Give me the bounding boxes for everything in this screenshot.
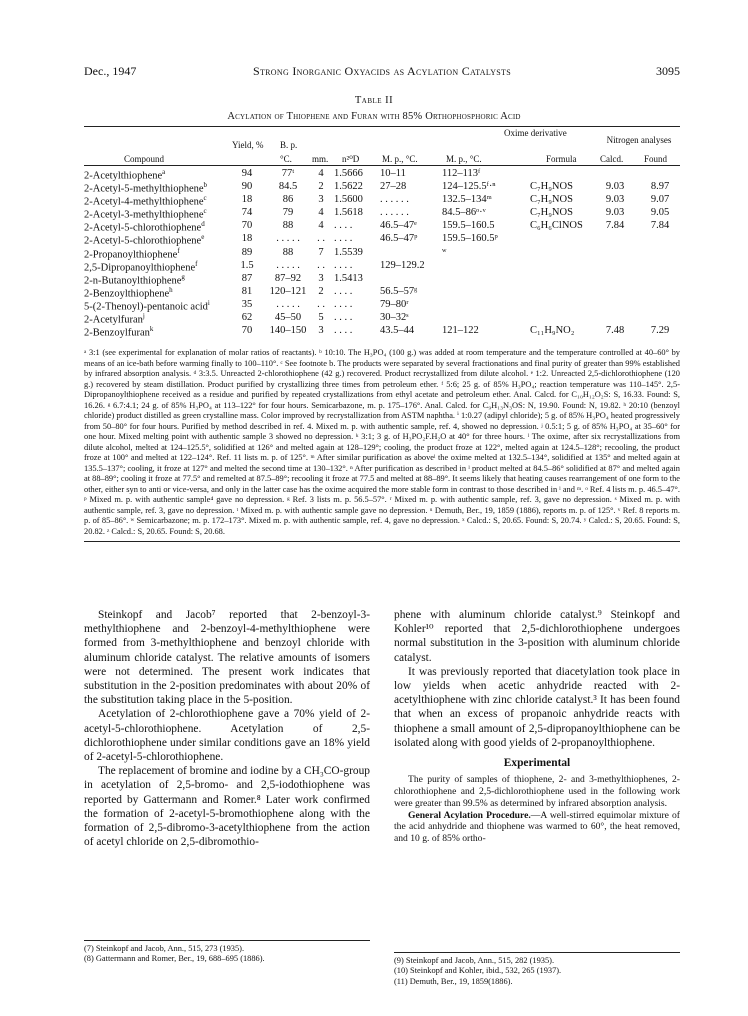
header-formula: Formula xyxy=(546,154,577,164)
cell-mm: 2 xyxy=(318,181,324,193)
footnote-marker: j xyxy=(142,312,145,321)
cell-bp: 88 xyxy=(282,246,294,258)
reference-item: (11) Demuth, Ber., 19, 1859(1886). xyxy=(394,976,513,986)
cell-mp: 27–28 xyxy=(380,181,407,193)
compound-name: 2-Benzoylthiophene xyxy=(84,288,170,300)
table-caption: Acylation of Thiophene and Furan with 85% Orthophosphoric Acid xyxy=(227,111,521,122)
cell-yield: 18 xyxy=(241,233,253,245)
cell-formula: C₁₁H₉NO₂ xyxy=(530,325,575,337)
cell-mm: 4 xyxy=(318,220,324,232)
cell-nd: 1.5666 xyxy=(334,168,363,179)
cell-nd: 1.5539 xyxy=(334,246,363,258)
table-row xyxy=(84,233,680,246)
cell-nd: . . . . xyxy=(334,312,353,324)
table-row xyxy=(84,299,680,312)
cell-compound xyxy=(84,220,205,234)
cell-bp: 87–92 xyxy=(274,272,302,284)
cell-mm: 7 xyxy=(318,246,324,258)
cell-compound xyxy=(84,233,204,247)
compound-name: 2-Acetylfuran xyxy=(84,314,143,326)
cell-yield: 74 xyxy=(241,207,253,219)
cell-mm: 5 xyxy=(318,312,324,324)
cell-nd: 1.5618 xyxy=(334,207,363,219)
cell-bp: 140–150 xyxy=(269,325,307,337)
cell-mp: . . . . . . xyxy=(380,207,409,219)
cell-nd: . . . . xyxy=(334,298,353,310)
cell-bp: 88 xyxy=(282,220,294,232)
paragraph: phene with aluminum chloride catalyst.⁹ Steinkopf and Kohler¹⁰ reported that 2,5-dichlorothiophene undergoes normal substitution in the 3-position with aluminum chloride catalyst. xyxy=(394,609,680,664)
cell-oxime-mp: ʷ xyxy=(442,246,447,258)
cell-compound xyxy=(84,299,210,313)
compound-name: 2,5-Dipropanoylthiophene xyxy=(84,262,196,274)
cell-yield: 70 xyxy=(241,220,253,232)
footnote-marker: f xyxy=(195,259,198,268)
table-label: Table II xyxy=(354,95,394,106)
cell-compound xyxy=(84,312,145,326)
cell-calcd: 9.03 xyxy=(605,207,625,219)
compound-name: 2-Acetylthiophene xyxy=(84,170,163,182)
cell-nd: 1.5600 xyxy=(334,194,363,206)
header-oxime-mp: M. p., °C. xyxy=(446,154,482,164)
footnote-marker: a xyxy=(162,168,166,176)
references-right xyxy=(394,952,680,987)
reference-item: (7) Steinkopf and Jacob, Ann., 515, 273 (1935). xyxy=(84,944,245,953)
header-title: Strong Inorganic Oxyacids as Acylation Catalysts xyxy=(253,64,511,78)
body-column-right xyxy=(394,608,680,845)
cell-nd: . . . . xyxy=(334,325,353,337)
paragraph-procedure xyxy=(394,810,680,845)
cell-nd: 1.5413 xyxy=(334,272,363,284)
cell-bp: 79 xyxy=(282,207,294,219)
cell-nd: . . . . xyxy=(334,233,353,245)
cell-compound xyxy=(84,325,153,339)
header-mm: mm. xyxy=(312,154,329,164)
header-yield: Yield, % xyxy=(232,140,264,150)
table-row xyxy=(84,181,680,194)
cell-bp: . . . . . xyxy=(276,259,300,271)
paragraph: The purity of samples of thiophene, 2- and 3-methylthiophenes, 2-chlorothiophene and 2,5-dichlorothiophene used in the following work were greater than 99.5% as determined by infrared absorption analysis. xyxy=(394,774,680,809)
data-table xyxy=(84,126,680,338)
footnote-marker: e xyxy=(201,233,205,242)
cell-yield: 70 xyxy=(241,325,253,337)
cell-mp: 43.5–44 xyxy=(380,325,415,337)
compound-name: 2-n-Butanoylthiophene xyxy=(84,275,182,287)
cell-oxime-mp: 112–113ᶠ xyxy=(442,168,481,179)
compound-name: 2-Acetyl-5-chlorothiophene xyxy=(84,235,202,247)
body-column-left xyxy=(84,608,370,849)
table-header xyxy=(84,127,680,166)
cell-bp: 120–121 xyxy=(269,285,307,297)
reference-item: (10) Steinkopf and Kohler, ibid., 532, 265 (1937). xyxy=(394,966,562,976)
compound-name: 2-Acetyl-5-chlorothiophene xyxy=(84,222,202,234)
table-body xyxy=(84,166,680,338)
cell-mp: 30–32ˢ xyxy=(380,312,409,324)
cell-compound xyxy=(84,260,197,274)
cell-oxime-mp: 124–125.5ᶠ·ⁿ xyxy=(442,181,496,193)
cell-found: 8.97 xyxy=(650,181,670,193)
cell-bp: . . . . . xyxy=(276,233,300,245)
cell-bp: 84.5 xyxy=(278,181,298,193)
cell-mm: 2 xyxy=(318,285,324,297)
footnote-marker: k xyxy=(149,325,154,334)
cell-mm: 4 xyxy=(318,168,324,179)
cell-compound xyxy=(84,207,207,221)
table-row xyxy=(84,247,680,260)
compound-name: 5-(2-Thenoyl)-pentanoic acid xyxy=(84,301,208,313)
footnote-marker: b xyxy=(203,181,208,190)
cell-yield: 62 xyxy=(241,312,253,324)
cell-nd: . . . . xyxy=(334,220,353,232)
cell-calcd: 7.84 xyxy=(605,220,625,232)
references-left xyxy=(84,940,370,965)
cell-found: 7.29 xyxy=(650,325,670,337)
footnote-marker: g xyxy=(181,272,185,281)
cell-mm: 3 xyxy=(318,325,324,337)
cell-nd: . . . . xyxy=(334,285,353,297)
cell-yield: 94 xyxy=(241,168,253,179)
compound-name: 2-Acetyl-5-methylthiophene xyxy=(84,183,204,195)
table-row xyxy=(84,273,680,286)
cell-oxime-mp: 84.5–86ᵒ·ᵛ xyxy=(442,207,486,219)
table-row xyxy=(84,286,680,299)
cell-mm: . . xyxy=(317,298,325,310)
header-calcd: Calcd. xyxy=(600,154,624,164)
header-page-number: 3095 xyxy=(656,64,680,78)
footnote-marker: c xyxy=(203,194,207,203)
procedure-lead: General Acylation Procedure. xyxy=(408,809,531,821)
cell-mp: . . . . . . xyxy=(380,194,409,206)
cell-oxime-mp: 132.5–134ᵐ xyxy=(442,194,492,206)
table-row xyxy=(84,312,680,325)
cell-yield: 89 xyxy=(241,246,253,258)
cell-formula: C₇H₉NOS xyxy=(530,194,573,206)
cell-yield: 35 xyxy=(241,298,253,310)
compound-name: 2-Acetyl-4-methylthiophene xyxy=(84,196,204,208)
footnote-marker: h xyxy=(169,285,173,294)
cell-mp: 56.5–57ᵍ xyxy=(380,285,418,297)
table-row xyxy=(84,260,680,273)
cell-oxime-mp: 121–122 xyxy=(442,325,479,337)
reference-item: (8) Gattermann and Romer, Ber., 19, 688–695 (1886). xyxy=(84,954,265,964)
table-row xyxy=(84,220,680,233)
running-header xyxy=(84,64,680,80)
cell-calcd: 7.48 xyxy=(605,325,625,337)
cell-formula: C₇H₉NOS xyxy=(530,181,573,193)
cell-yield: 90 xyxy=(241,181,253,193)
cell-mm: 4 xyxy=(318,207,324,219)
compound-name: 2-Acetyl-3-methylthiophene xyxy=(84,209,204,221)
section-heading-experimental: Experimental xyxy=(503,757,571,770)
table-row xyxy=(84,194,680,207)
table-row xyxy=(84,207,680,220)
cell-oxime-mp: 159.5–160.5ᵖ xyxy=(442,233,498,245)
cell-mp: 10–11 xyxy=(380,168,406,179)
cell-nd: 1.5622 xyxy=(334,181,363,193)
header-bp-unit: °C. xyxy=(280,154,292,164)
cell-compound xyxy=(84,194,207,208)
cell-calcd: 9.03 xyxy=(605,194,625,206)
footnote-marker: c xyxy=(203,207,207,216)
paragraph: It was previously reported that diacetylation took place in low yields when acetic anhydride reacted with 2-acetylthiophene with zinc chloride catalyst.³ It has been found that when an excess of propanoic anhydride reacts with thiophene a small amount of 2,5-dipropanoylthiophene can be isolated along with good yields of 2-propanoylthiophene. xyxy=(394,665,680,749)
paragraph: Steinkopf and Jacob⁷ reported that 2-benzoyl-3-methylthiophene and 2-benzoyl-4-methylthiophene were formed from 3-methylthiophene and benzoyl chloride with aluminum chloride catalyst. The relative amounts of isomers were not determined. The present work indicates that substitution in the 2-position predominates with about 20% of the substitution taking place in the 5-position. xyxy=(84,609,370,707)
footnote-marker: i xyxy=(207,298,210,307)
cell-compound xyxy=(84,273,185,287)
footnote-marker: d xyxy=(201,220,205,229)
cell-yield: 81 xyxy=(241,285,253,297)
cell-bp: . . . . . xyxy=(276,298,300,310)
footnote-marker: f xyxy=(177,246,180,255)
procedure-text: —A well-stirred equimolar mixture of the acid anhydride and thiophene was warmed to 60°, the heat removed, and 10 g. of 85% ortho- xyxy=(394,809,680,845)
paragraph: The replacement of bromine and iodine by a CH₃CO-group in acetylation of 2,5-bromo- and 2,5-iodothiophene was reported by Gattermann and Romer.⁸ Later work confirmed the formation of 2-acetyl-5-bromothiophene along with the formation of 2,5-dibromo-3-acetylthiophene from the action of acetyl chloride on 2,5-dibromothio- xyxy=(84,765,370,849)
compound-name: 2-Propanoylthiophene xyxy=(84,249,178,261)
cell-mp: 46.5–47ᵉ xyxy=(380,220,417,232)
compound-name: 2-Benzoylfuran xyxy=(84,327,150,339)
cell-yield: 18 xyxy=(241,194,253,206)
cell-found: 9.07 xyxy=(650,194,670,206)
reference-item: (9) Steinkopf and Jacob, Ann., 515, 282 (1935). xyxy=(394,956,555,965)
cell-formula: C₇H₉NOS xyxy=(530,207,573,219)
header-oxime-group: Oxime derivative xyxy=(504,128,567,138)
cell-mm: 3 xyxy=(318,194,324,206)
footnote-text: ᵃ 3:1 (see experimental for explanation of molar ratios of reactants). ᵇ 10:10. The H₃PO₄ (100 g.) was added at room temperature and the temperature controlled at 40–60° by means of an ice-bath before warming finally to 100–110°. ᶜ See footnote b. The products were separated by several fractionations and final purity of greater than 99% established by infrared absorption analysis. ᵈ 3:3.5. Unreacted 2-chlorothiophene (42 g.) recovered. Product recrystallized from dilute alcohol. ᵉ 1:2. Unreacted 2,5-dichlorothiophene (120 g.) recovered by steam distillation. Product purified by crystallizing three times from petroleum ether. ᶠ 5:6; 25 g. of 85% H₃PO₄; reaction temperature was 110–145°. 2,5-Dipropanoylthiophene received as a residue and purified by repeated crystallizations from ethyl acetate and petroleum ether. Anal. Calcd. for C₁₀H₁₂O₂S: S, 16.33. Found: S, 16.26. ᵍ 6.7:4.1; 24 g. of 85% H₃PO₄ at 113–122° for four hours. Semicarbazone, m. p. 175–176°. Anal. Calcd. for C₉H₁₃N₃OS: N, 19.90. Found: N, 19.82. ʰ 20:10 (benzoyl chloride) product distilled as green crystalline mass. Color improved by recrystallization from ASTM naphtha. ⁱ 1:0.27 (adipyl chloride); 5 g. of 85% H₃PO₄ heated progressively from 50–80° for four hours. Purified by method described in ref. 4. Mixed m. p. with authentic sample, ref. 4, showed no depression. ʲ 0.5:1; 5 g. of 85% H₃PO₄ at 35–60° for one hour. Mixed melting point with authentic sample 3 showed no depression. ᵏ 3:1; 3 g. of H₃PO₂F.H₂O at 40° for three hours. ˡ The oxime, after six recrystallizations from dilute alcohol, melted at 124–125.5°, solidified at 126° and melted again at 128–129°; cooling, the product froze at 122°, melted again at 124.5–128°; recooling, the product froze at 100° and melted at 122–124°. Ref. 11 lists m. p. of 125°. ᵐ After similar purification as aboveˡ the oxime melted at 132.5–134°, solidified at 135° and melted again at 135.5–137°; cooling, it froze at 127° and melted the second time at 130–132°. ⁿ After purification as described in ˡ product melted at 84.5–86° solidified at 87° and melted again at 88–89°; cooling it froze at 77.5° and remelted at 87.5–89°; recooling it froze at 77.5 and melted at 88–89°. It seems likely that heating causes rearrangement of one form to the other, either syn to anti or vice-versa, and only in the latter case has the oxime acquired the more stable form in contrast to those described in ˡ and ᵐ. ᵒ Ref. 4 lists m. p. 46.5–47°. ᵖ Mixed m. p. with authentic sample⁴ gave no depression. ᵍ Ref. 3 lists m. p. 56.5–57°. ʳ Mixed m. p. with authentic sample, ref. 3, gave no depression. ˢ Mixed m. p. with authentic sample, ref. 3, gave no depression. ᵗ Mixed m. p. with authentic sample gave no depression. ᵘ Demuth, Ber., 19, 1859 (1886), reports m. p. of 125°. ᵛ Ref. 8 reports m. p. of 85–86°. ʷ Semicarbazone; m. p. 172–173°. Mixed m. p. with authentic sample, ref. 4, gave no depression. ˣ Calcd.: S, 20.65. Found: S, 20.74. ʸ Calcd.: S, 20.65. Found: S, 20.82. ᶻ Calcd.: S, 20.65. Found: S, 20.68. xyxy=(84,348,680,536)
cell-bp: 45–50 xyxy=(274,312,302,324)
cell-nd: . . . . xyxy=(334,259,353,271)
header-found: Found xyxy=(644,154,668,164)
cell-mp: 46.5–47ᵖ xyxy=(380,233,418,245)
header-nitrogen-group: Nitrogen analyses xyxy=(606,135,672,145)
cell-mp: 79–80ʳ xyxy=(380,298,409,310)
cell-mm: 3 xyxy=(318,272,324,284)
cell-compound xyxy=(84,181,207,195)
header-date: Dec., 1947 xyxy=(84,64,137,78)
cell-found: 7.84 xyxy=(650,220,670,232)
cell-calcd: 9.03 xyxy=(605,181,625,193)
table-row xyxy=(84,168,680,181)
cell-mm: . . xyxy=(317,233,325,245)
cell-compound xyxy=(84,168,165,182)
cell-compound xyxy=(84,286,173,300)
header-bp: B. p. xyxy=(280,140,298,150)
table-footnotes xyxy=(84,348,680,542)
header-mp: M. p., °C. xyxy=(382,154,418,164)
header-compound: Compound xyxy=(124,154,165,164)
table-row xyxy=(84,325,680,338)
cell-compound xyxy=(84,247,180,261)
cell-bp: 86 xyxy=(282,194,294,206)
cell-mp: 129–129.2 xyxy=(380,259,425,271)
cell-mm: . . xyxy=(317,259,325,271)
cell-bp: 77ᵗ xyxy=(281,168,295,179)
cell-yield: 1.5 xyxy=(240,259,254,271)
header-refractive-index: n²⁰D xyxy=(342,154,360,164)
cell-found: 9.05 xyxy=(650,207,670,219)
cell-yield: 87 xyxy=(241,272,253,284)
cell-formula: C₆H₆ClNOS xyxy=(530,220,583,232)
cell-oxime-mp: 159.5–160.5 xyxy=(442,220,495,232)
paragraph: Acetylation of 2-chlorothiophene gave a 70% yield of 2-acetyl-5-chlorothiophene. Acetylation of 2,5-dichlorothiophene under similar conditions gave an 18% yield of 2-acetyl-5-chlorothiophene. xyxy=(84,708,370,764)
